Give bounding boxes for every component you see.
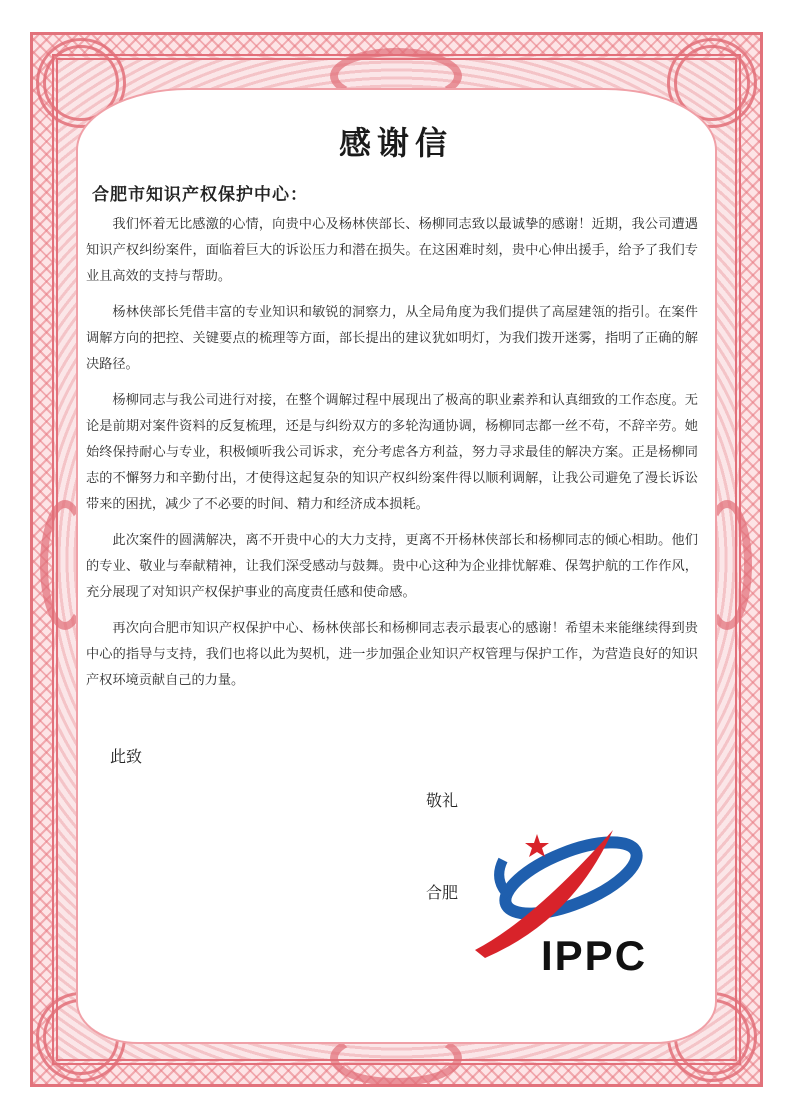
ippc-logo (463, 800, 673, 988)
letter-signer: 合肥 (426, 883, 459, 902)
letter-regards: 敬礼 (426, 791, 459, 810)
letter-body (86, 212, 698, 704)
letter-title: 感谢信 (338, 124, 453, 162)
logo-swoosh-blue (499, 860, 509, 896)
letter-closing: 此致 (110, 747, 143, 766)
letter-paragraph: 再次向合肥市知识产权保护中心、杨林侠部长和杨柳同志表示最衷心的感谢！希望未来能继续得到贵中心的指导与支持，我们也将以此为契机，进一步加强企业知识产权管理与保护工作，为营造良好的知识产权环境贡献自己的力量。 (86, 621, 698, 688)
logo-star (525, 834, 549, 857)
letter-paragraph: 我们怀着无比感激的心情，向贵中心及杨林侠部长、杨柳同志致以最诚挚的感谢！近期，我公司遭遇知识产权纠纷案件，面临着巨大的诉讼压力和潜在损失。在这困难时刻，贵中心伸出援手，给予了我们专业且高效的支持与帮助。 (86, 217, 698, 284)
letter-salutation: 合肥市知识产权保护中心： (92, 185, 308, 205)
ippc-logo-text: IPPC (541, 932, 648, 979)
letter-paragraph: 此次案件的圆满解决，离不开贵中心的大力支持，更离不开杨林侠部长和杨柳同志的倾心相助。他们的专业、敬业与奉献精神，让我们深受感动与鼓舞。贵中心这种为企业排忧解难、保驾护航的工作作风，充分展现了对知识产权保护事业的高度责任感和使命感。 (86, 533, 698, 600)
letter-paragraph: 杨林侠部长凭借丰富的专业知识和敏锐的洞察力，从全局角度为我们提供了高屋建瓴的指引。在案件调解方向的把控、关键要点的梳理等方面，部长提出的建议犹如明灯，为我们拨开迷雾，指明了正确的解决路径。 (86, 305, 698, 372)
letter-paragraph: 杨柳同志与我公司进行对接，在整个调解过程中展现出了极高的职业素养和认真细致的工作态度。无论是前期对案件资料的反复梳理，还是与纠纷双方的多轮沟通协调，杨柳同志都一丝不苟，不辞辛劳。她始终保持耐心与专业，积极倾听我公司诉求，充分考虑各方利益，努力寻求最佳的解决方案。正是杨柳同志的不懈努力和辛勤付出，才使得这起复杂的知识产权纠纷案件得以顺利调解，让我公司避免了漫长诉讼带来的困扰，减少了不必要的时间、精力和经济成本损耗。 (86, 393, 698, 512)
